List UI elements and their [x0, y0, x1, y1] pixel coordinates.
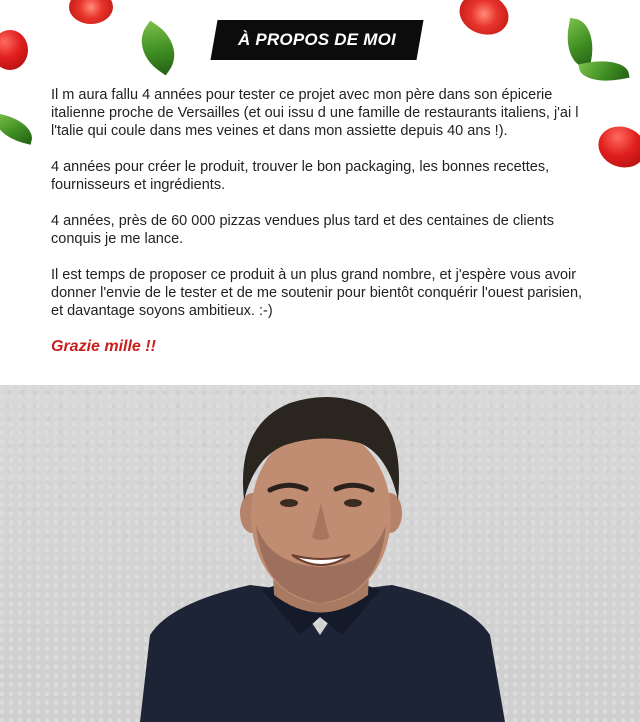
- tomato-icon: [593, 120, 640, 174]
- eye: [280, 499, 298, 507]
- basil-leaf-icon: [562, 18, 598, 68]
- eye: [344, 499, 362, 507]
- about-paragraph: 4 années pour créer le produit, trouver le bon packaging, les bonnes recettes, fournisseurs et ingrédients.: [51, 159, 550, 193]
- basil-leaf-icon: [130, 21, 187, 76]
- section-title-banner: [210, 20, 423, 60]
- section-title: À PROPOS DE MOI: [238, 30, 396, 49]
- tomato-icon: [0, 30, 28, 70]
- about-paragraph: 4 années, près de 60 000 pizzas vendues plus tard et des centaines de clients conquis je me lance.: [51, 213, 554, 247]
- about-paragraph: Il m aura fallu 4 années pour tester ce projet avec mon père dans son épicerie italienne proche de Versailles (et oui issu d une famille de restaurants italiens, j'ai l l'talie qui coule dans mes veines et dans mon assiette depuis 40 ans !).: [51, 87, 579, 139]
- basil-leaf-icon: [0, 113, 36, 145]
- portrait-photo: [0, 385, 640, 722]
- tomato-icon: [454, 0, 515, 41]
- person-illustration: [0, 385, 640, 722]
- about-text: [51, 86, 591, 356]
- about-paragraph: Il est temps de proposer ce produit à un plus grand nombre, et j'espère vous avoir donner l'envie de le tester et de me soutenir pour bientôt conquérir l'ouest parisien, et davantage soyons ambitieux. :-): [51, 267, 583, 319]
- signature: Grazie mille !!: [51, 338, 156, 355]
- tomato-icon: [69, 0, 113, 24]
